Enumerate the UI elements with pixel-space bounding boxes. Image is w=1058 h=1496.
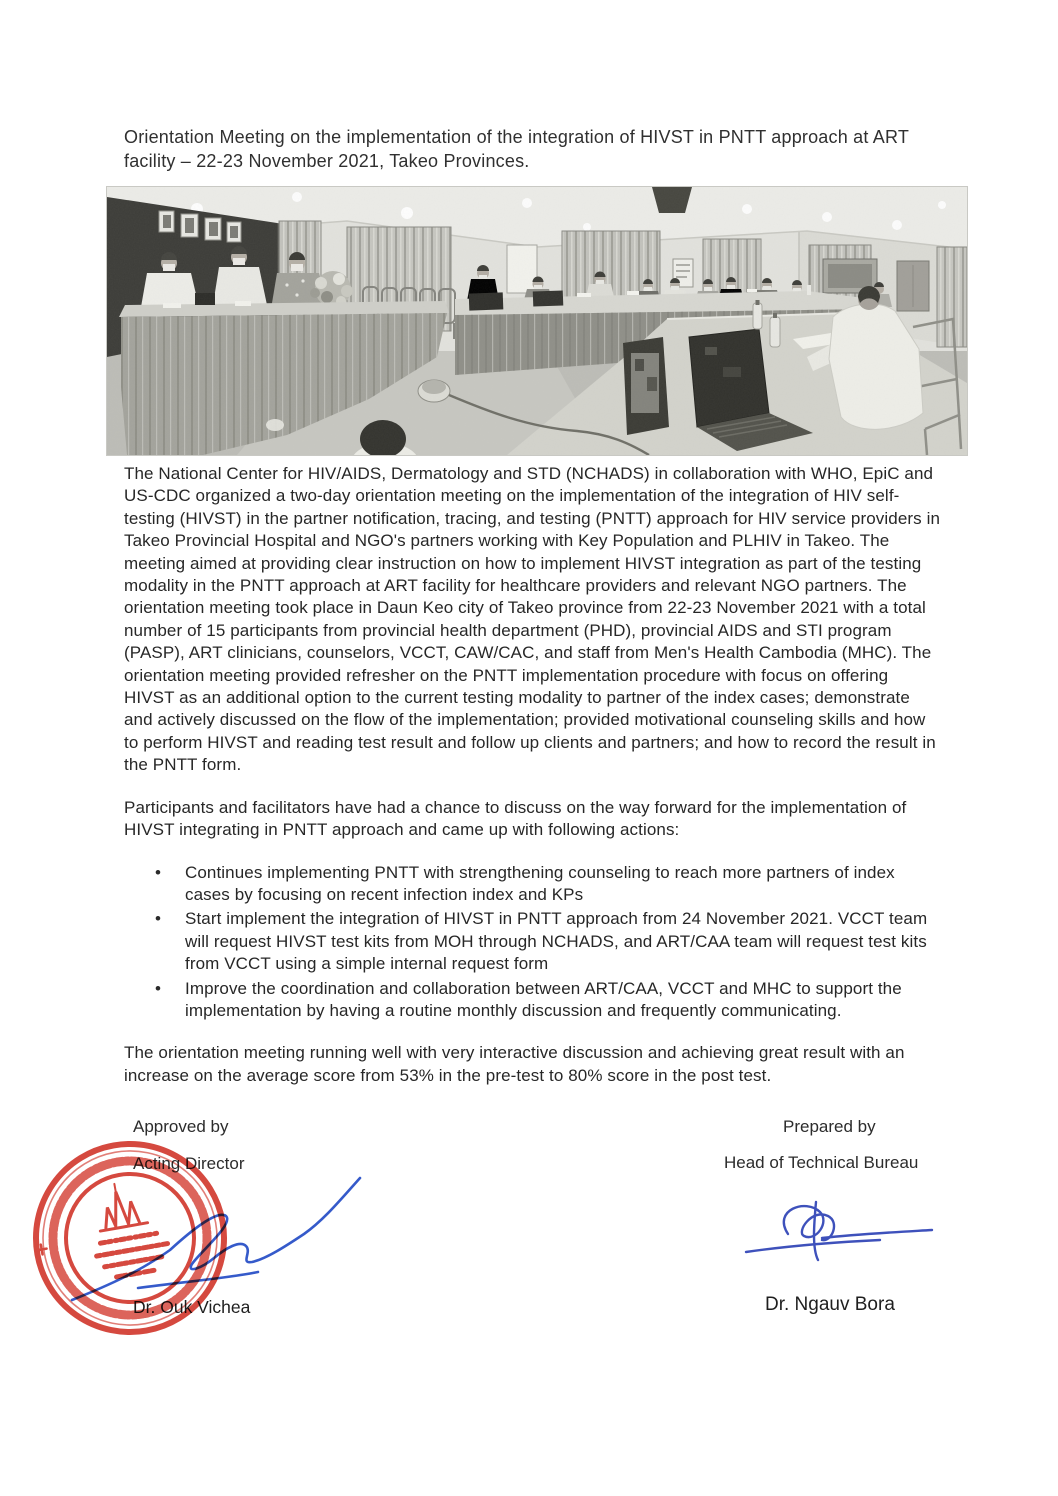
- approver-role: Acting Director: [133, 1154, 245, 1173]
- prepared-by-label: Prepared by: [783, 1117, 876, 1136]
- body-paragraph-1: The National Center for HIV/AIDS, Dermatology and STD (NCHADS) in collaboration with WHO, EpiC and US-CDC organized a two-day orientation meeting on the implementation of the integration of HIV self-testing (HIVST) in the partner notification, tracing, and testing (PNTT) approach for HIV service providers in Takeo Provincial Hospital and NGO's partners working with Key Population and PLHIV in Takeo. The meeting aimed at providing clear instruction on how to implement HIVST integration as part of the testing modality in the PNTT approach at ART facility for healthcare providers and relevant NGO partners. The orientation meeting took place in Daun Keo city of Takeo province from 22-23 November 2021 with a total number of 15 participants from provincial health department (PHD), provincial AIDS and STI program (PASP), ART clinicians, counselors, VCCT, CAW/CAC, and staff from Men's Health Cambodia (MHC). The orientation meeting provided refresher on the PNTT implementation procedure with focus on offering HIVST as an additional option to the current testing modality to partner of the index cases; demonstrate and actively discussed on the flow of the implementation; provided motivational counseling skills and how to perform HIVST and reading test result and follow up clients and partners; and how to record the result in the PNTT form.: [124, 464, 941, 775]
- action-item-2: [155, 908, 942, 975]
- approved-by-label: Approved by: [133, 1117, 229, 1136]
- preparer-name: Dr. Ngauv Bora: [765, 1294, 895, 1315]
- action-item-text: Improve the coordination and collaboration between ART/CAA, VCCT and MHC to support the implementation by having a routine monthly discussion and frequently communicating.: [185, 978, 902, 1020]
- bullet-icon: •: [155, 909, 162, 929]
- meeting-photo: [107, 187, 967, 455]
- action-item-1: [155, 862, 942, 907]
- closing-paragraph: The orientation meeting running well with very interactive discussion and achieving great result with an increase on the average score from 53% in the pre-test to 80% score in the post test.: [124, 1043, 905, 1085]
- action-item-text: Start implement the integration of HIVST in PNTT approach from 24 November 2021. VCCT team will request HIVST test kits from MOH through NCHADS, and ART/CAA team will request test kits from VCCT using a simple internal request form: [185, 909, 928, 974]
- preparer-role: Head of Technical Bureau: [724, 1153, 919, 1172]
- action-list: [124, 862, 942, 1023]
- bullet-icon: •: [155, 862, 162, 882]
- meeting-room-illustration: [107, 187, 967, 455]
- action-item-3: [155, 978, 942, 1023]
- scan-noise-overlay: [107, 187, 967, 455]
- approver-name: Dr. Ouk Vichea: [133, 1297, 251, 1317]
- page-title: Orientation Meeting on the implementation of the integration of HIVST in PNTT approach at ART facility – 22-23 November 2021, Takeo Provinces.: [124, 127, 909, 171]
- bullet-icon: •: [155, 978, 162, 998]
- report-body: [124, 463, 942, 1107]
- preparer-signature-ink: [728, 1190, 942, 1282]
- body-paragraph-2: Participants and facilitators have had a chance to discuss on the way forward for the implementation of HIVST integrating in PNTT approach and came up with following actions:: [124, 797, 907, 840]
- action-item-text: Continues implementing PNTT with strengthening counseling to reach more partners of index cases by focusing on recent infection index and KPs: [185, 862, 895, 904]
- approver-signature-ink: [42, 1152, 372, 1312]
